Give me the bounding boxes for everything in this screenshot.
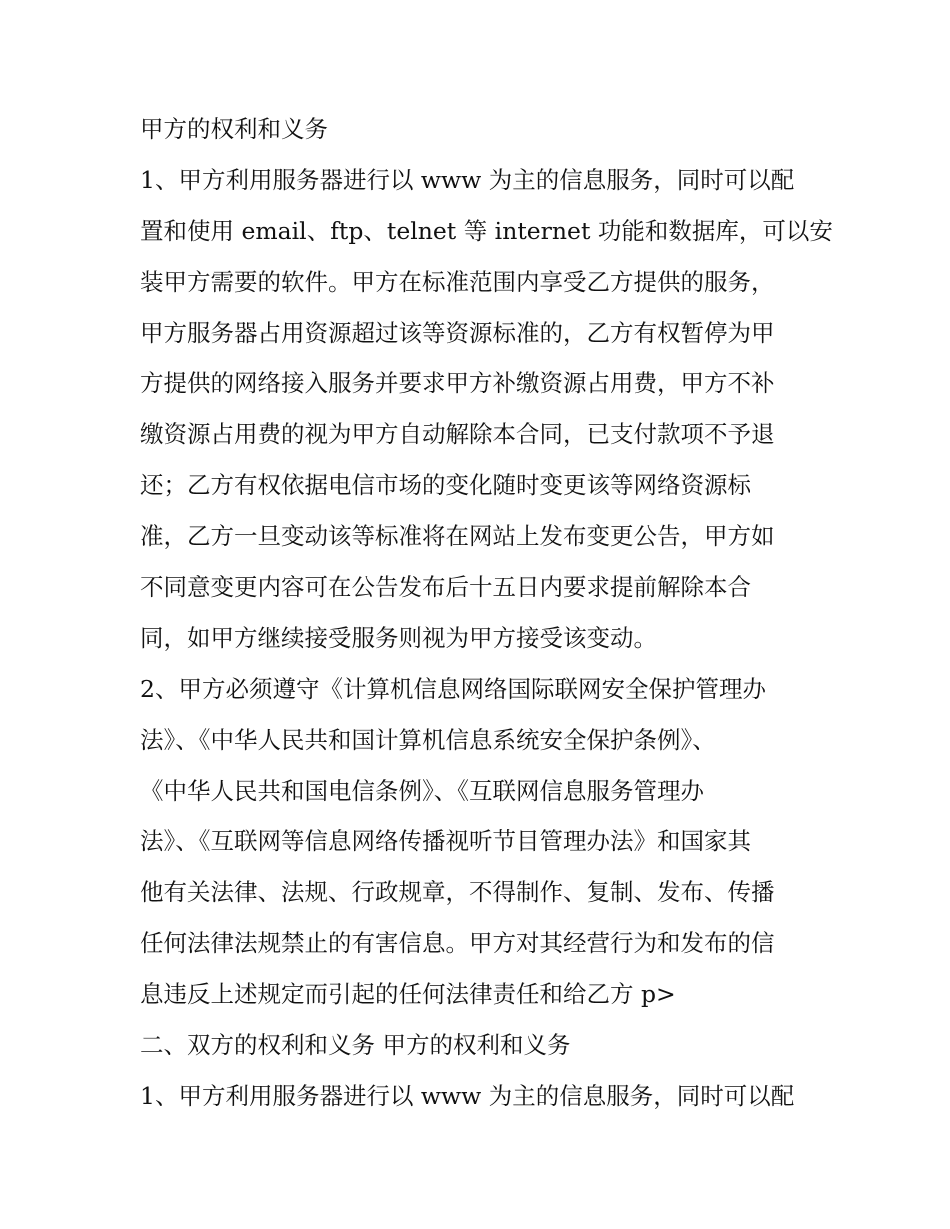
text-line: 任何法律法规禁止的有害信息。甲方对其经营行为和发布的信 [140,929,775,958]
text-line: 不同意变更内容可在公告发布后十五日内要求提前解除本合 [140,573,751,602]
text-line: 置和使用 email、ftp、telnet 等 internet 功能和数据库，可以安 [140,216,833,245]
text-line: 法》、《中华人民共和国计算机信息系统安全保护条例》、 [140,725,716,754]
text-line: 缴资源占用费的视为甲方自动解除本合同，已支付款项不予退 [140,420,775,449]
text-line: 2、甲方必须遵守《计算机信息网络国际联网安全保护管理办 [140,674,766,703]
document-body [140,104,833,1122]
text-line: 还；乙方有权依据电信市场的变化随时变更该等网络资源标 [140,471,751,500]
text-line: 准，乙方一旦变动该等标准将在网站上发布变更公告，甲方如 [140,522,775,551]
text-line: 《中华人民共和国电信条例》、《互联网信息服务管理办 [140,776,704,805]
text-line: 甲方服务器占用资源超过该等资源标准的，乙方有权暂停为甲 [140,318,775,347]
text-line: 1、甲方利用服务器进行以 www 为主的信息服务，同时可以配 [140,165,795,194]
text-line: 方提供的网络接入服务并要求甲方补缴资源占用费，甲方不补 [140,369,775,398]
text-line: 法》、《互联网等信息网络传播视听节目管理办法》和国家其 [140,827,751,856]
text-line: 装甲方需要的软件。甲方在标准范围内享受乙方提供的服务， [140,267,775,296]
section-heading: 二、双方的权利和义务 甲方的权利和义务 [140,1031,571,1060]
text-line: 息违反上述规定而引起的任何法律责任和给乙方 p> [140,980,676,1009]
text-line: 1、甲方利用服务器进行以 www 为主的信息服务，同时可以配 [140,1081,795,1110]
text-line: 同，如甲方继续接受服务则视为甲方接受该变动。 [140,623,657,652]
text-line: 他有关法律、法规、行政规章，不得制作、复制、发布、传播 [140,878,775,907]
section-heading: 甲方的权利和义务 [140,115,328,143]
